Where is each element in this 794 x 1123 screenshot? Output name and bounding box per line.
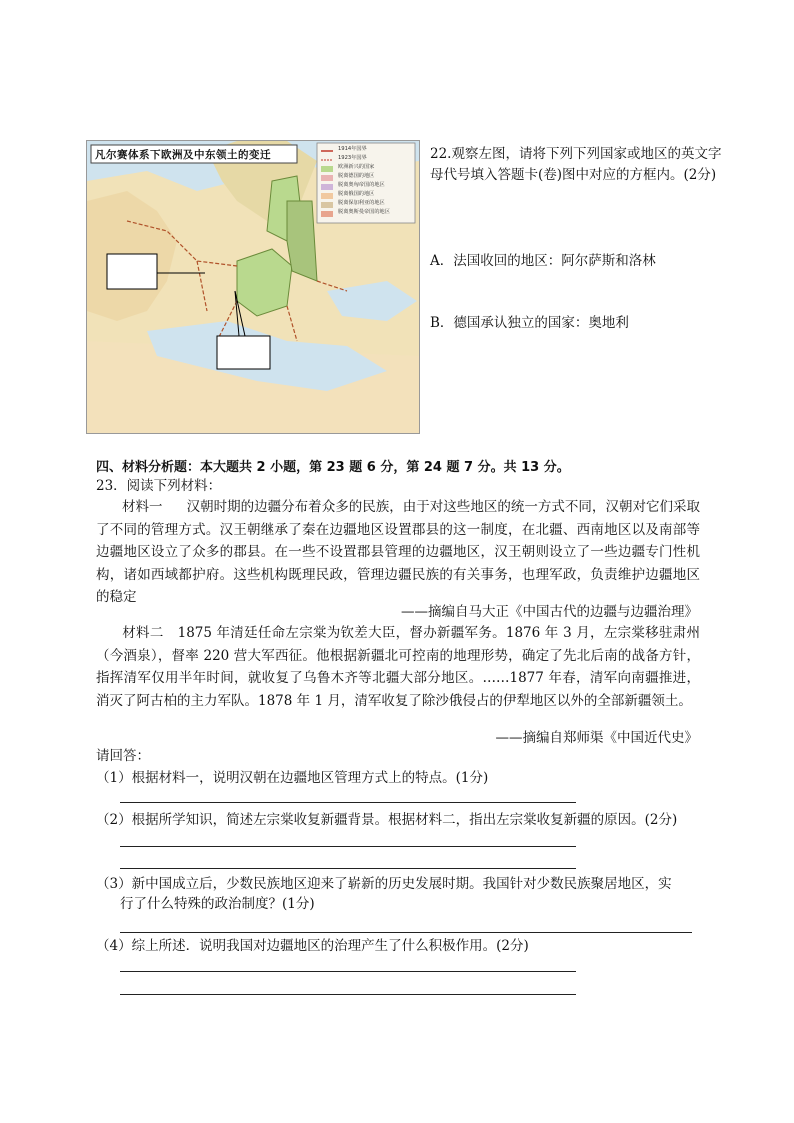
section-heading: 四、材料分析题：本大题共 2 小题，第 23 题 6 分，第 24 题 7 分。共 13 分。 [96,460,570,475]
legend-item: 欧洲新兴的国家 [338,164,375,170]
subquestion-4: （4）综上所述．说明我国对边疆地区的治理产生了什么积极作用。(2分) [96,938,529,954]
material-one-text: 汉朝时期的边疆分布着众多的民族，由于对这些地区的统一方式不同，汉朝对它们采取了不同的管理方式。汉王朝继承了秦在边疆地区设置郡县的这一制度，在北疆、西南地区以及南部等边疆地区设立了众多的郡县。在一些不设置郡县管理的边疆地区，汉王朝则设立了一些边疆专门性机构，诸如西域都护府。这些机构既理民政，管理边疆民族的有关事务，也理军政，负责维护边疆地区的稳定 [96,499,701,605]
legend-item: 脱离奥匈帝国的地区 [338,182,385,188]
answer-line[interactable] [120,971,576,972]
question-22-option-a: A．法国收回的地区：阿尔萨斯和洛林 [430,253,656,269]
answer-line[interactable] [120,868,576,869]
legend-item: 1914年国界 [338,146,367,152]
legend-item: 脱离俄国的地区 [338,191,375,197]
subquestion-2: （2）根据所学知识，简述左宗棠收复新疆背景。根据材料二，指出左宗棠收复新疆的原因。(2分) [96,812,678,828]
material-two [96,622,700,712]
answer-line[interactable] [120,846,576,847]
material-one-label: 材料一 [122,499,163,515]
subquestion-3-cont: 行了什么特殊的政治制度？(1分) [120,896,315,912]
material-one-source: ——摘编自马大正《中国古代的边疆与边疆治理》 [401,604,698,620]
material-two-label: 材料二 [122,625,164,641]
answer-line[interactable] [120,802,576,803]
question-22-stem: 22.观察左图，请将下列下列国家或地区的英文字母代号填入答题卡(卷)图中对应的方框内。(2分) [430,146,722,183]
material-two-text: 1875 年清廷任命左宗棠为钦差大臣，督办新疆军务。1876 年 3 月，左宗棠移驻肃州（今酒泉），督率 220 营大军西征。他根据新疆北可控南的地理形势，确定了先北后南的战备方针，指挥清军仅用半年时间，就收复了乌鲁木齐等北疆大部分地区。……1877 年春，清军向南疆推进，消灭了阿古柏的主力军队。1878 年 1 月，清军收复了除沙俄侵占的伊犁地区以外的全部新疆领土。 [96,625,700,709]
legend-item: 1923年国界 [338,155,367,161]
material-one [96,496,700,609]
legend-item: 脱离德国的地区 [338,173,375,179]
question-23-intro: 23．阅读下列材料： [96,478,222,494]
question-22-option-b: B．德国承认独立的国家：奥地利 [430,315,629,331]
map-title: 凡尔赛体系下欧洲及中东领土的变迁 [95,149,271,161]
answer-prompt: 请回答： [96,748,150,764]
subquestion-1: （1）根据材料一，说明汉朝在边疆地区管理方式上的特点。(1分) [96,770,489,786]
map-legend [338,145,390,217]
europe-map-figure [86,140,420,434]
legend-item: 脱离保加利亚的地区 [338,200,385,206]
answer-line[interactable] [120,994,576,995]
subquestion-3: （3）新中国成立后，少数民族地区迎来了崭新的历史发展时期。我国针对少数民族聚居地区，实 [96,876,672,892]
legend-item: 脱离奥斯曼帝国的地区 [338,209,390,215]
answer-line[interactable] [120,932,692,933]
material-two-source: ——摘编自郑师渠《中国近代史》 [495,730,698,746]
